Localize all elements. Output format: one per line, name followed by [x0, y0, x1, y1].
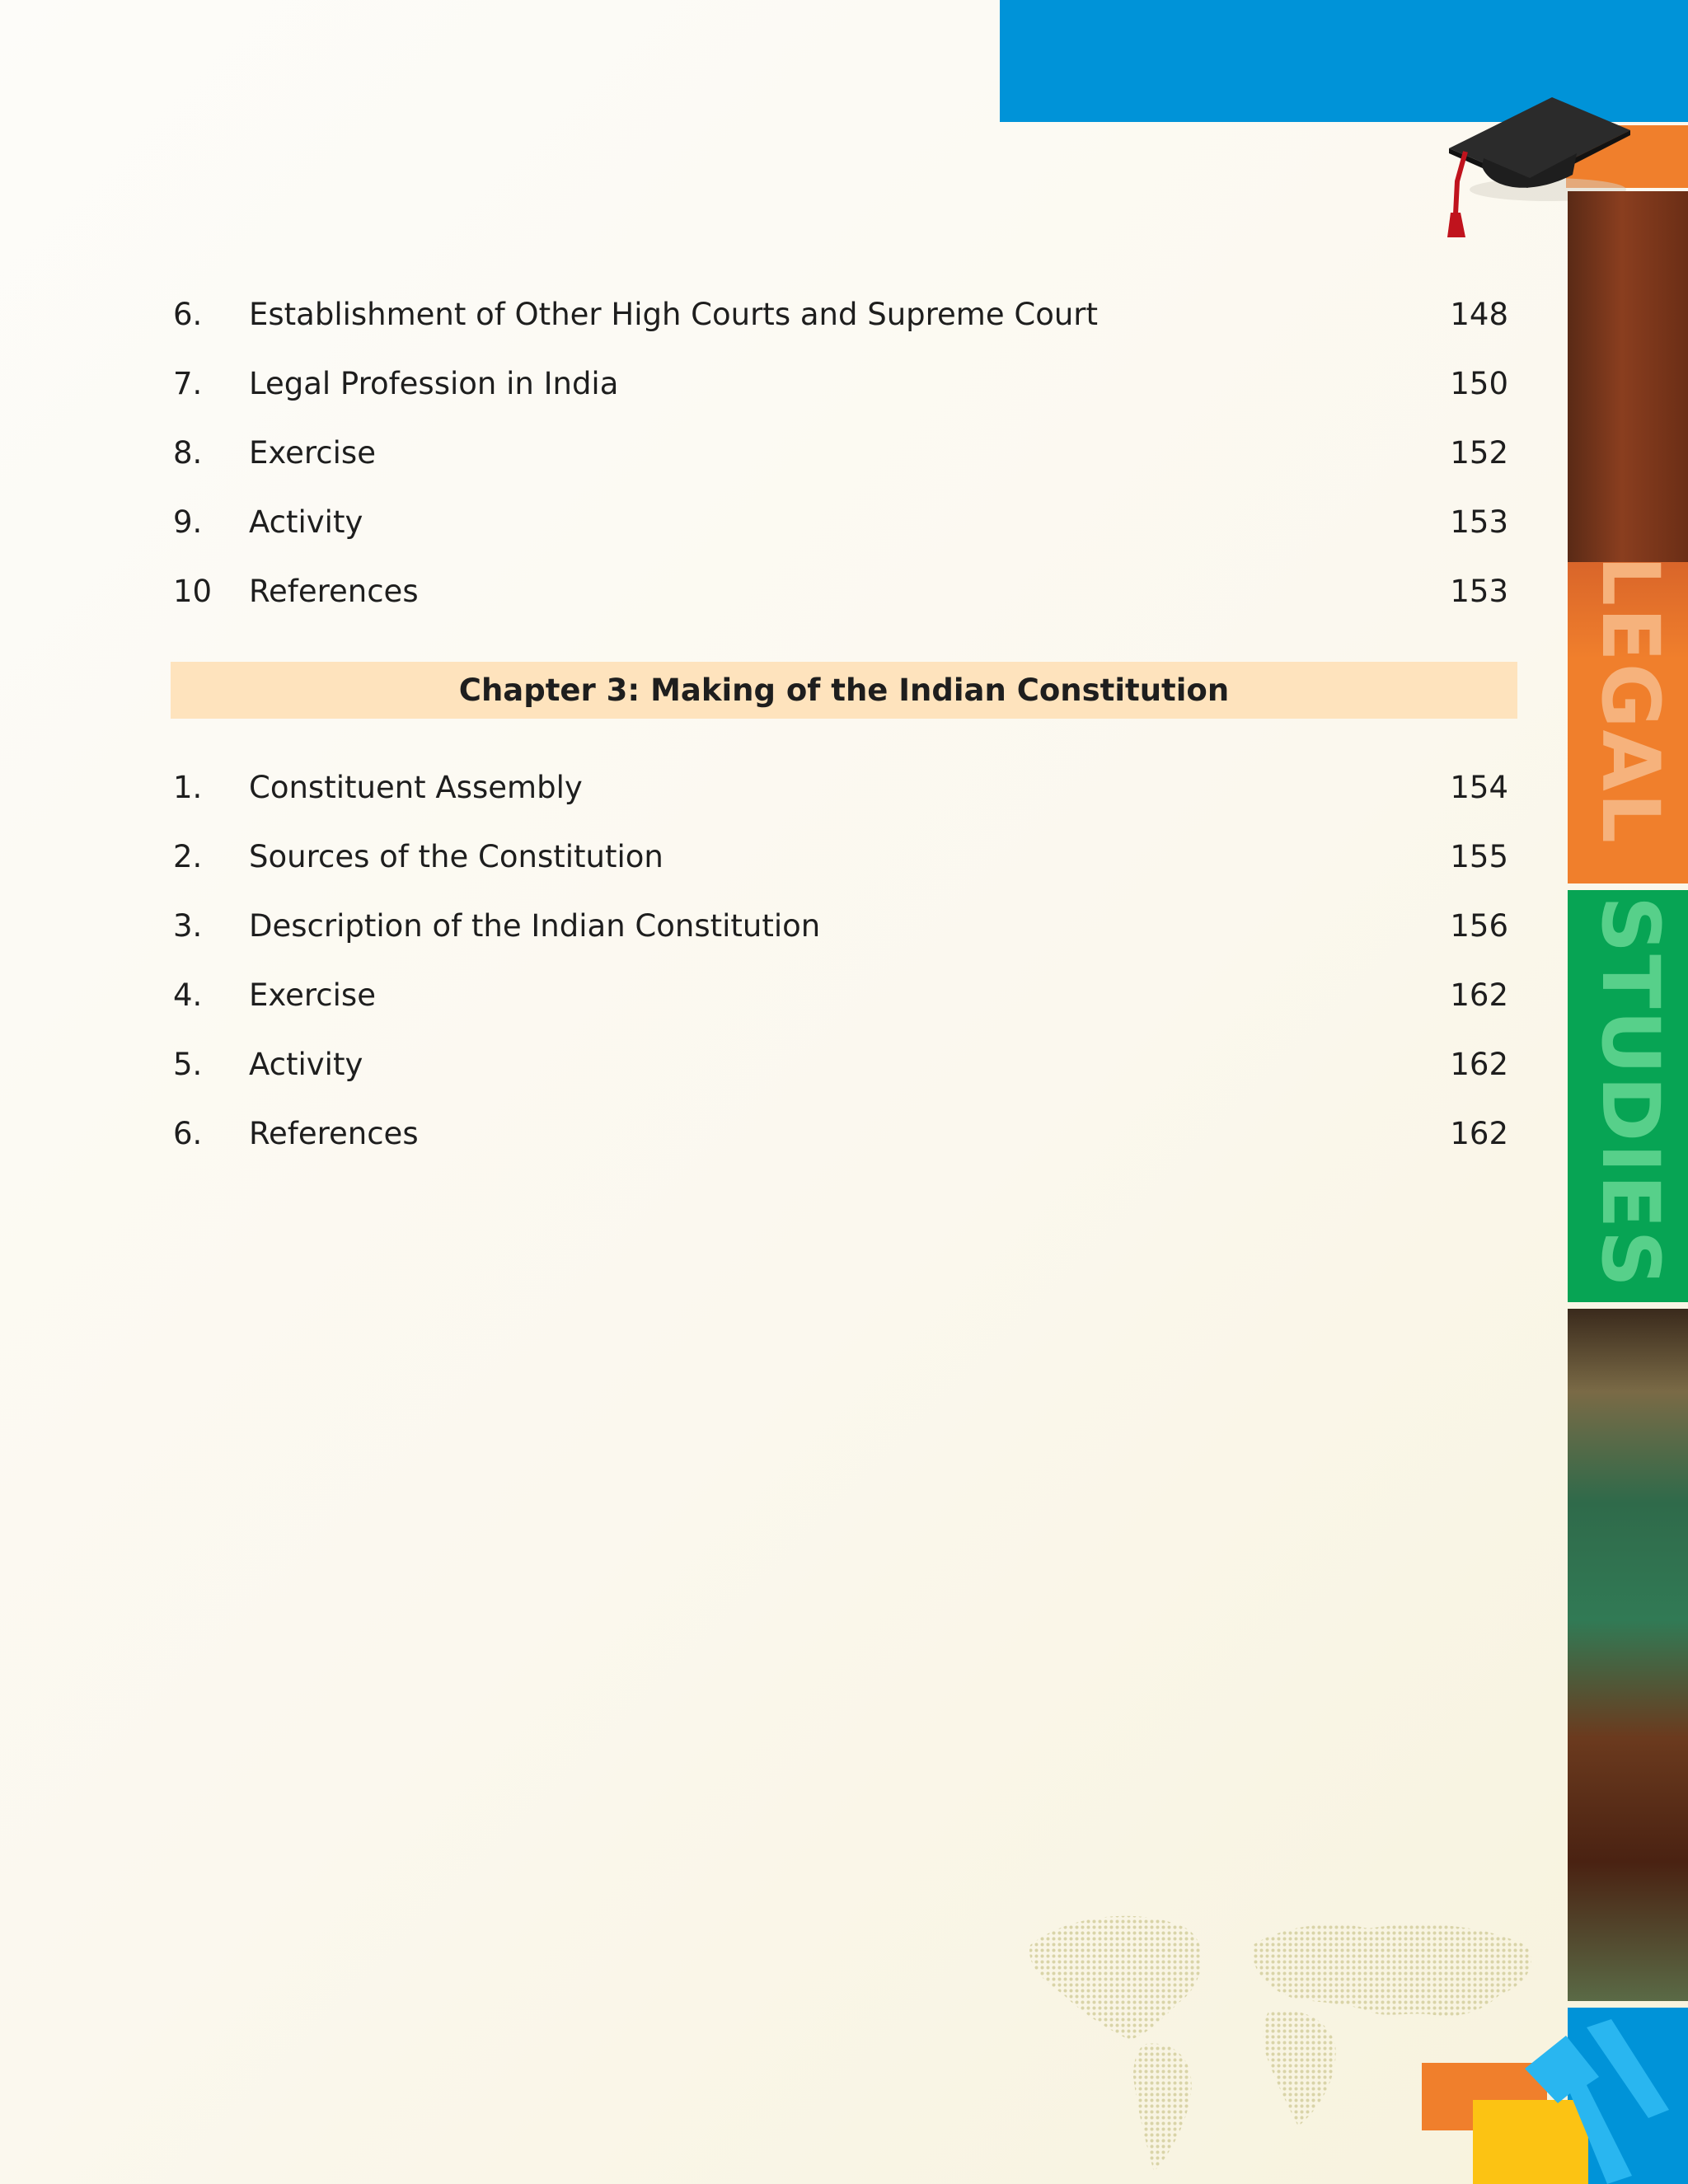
- toc-number: 6.: [173, 1116, 203, 1151]
- toc-number: 6.: [173, 297, 203, 332]
- toc-row: [173, 1040, 1508, 1090]
- arrow-logo-icon: [1508, 2011, 1673, 2184]
- side-strip: [1568, 191, 1688, 2184]
- toc-number: 5.: [173, 1047, 203, 1082]
- toc-page-number: 150: [1450, 366, 1508, 401]
- toc-page-number: 153: [1450, 574, 1508, 609]
- toc-page-number: 162: [1450, 977, 1508, 1013]
- toc-row: [173, 290, 1508, 340]
- toc-title: References: [249, 1116, 419, 1151]
- toc-row: [173, 1109, 1508, 1159]
- toc-page-number: 162: [1450, 1116, 1508, 1151]
- toc-page-number: 153: [1450, 504, 1508, 540]
- toc-number: 2.: [173, 839, 203, 874]
- toc-number: 7.: [173, 366, 203, 401]
- toc-number: 10: [173, 574, 213, 609]
- toc-page-number: 148: [1450, 297, 1508, 332]
- toc-title: Legal Profession in India: [249, 366, 619, 401]
- toc-row: [173, 498, 1508, 547]
- chapter-heading: Chapter 3: Making of the Indian Constitution: [458, 673, 1230, 708]
- toc-number: 3.: [173, 908, 203, 944]
- toc-number: 8.: [173, 435, 203, 471]
- side-label-studies: STUDIES: [1584, 896, 1676, 1289]
- toc-title: Activity: [249, 504, 363, 540]
- toc-title: Activity: [249, 1047, 363, 1082]
- toc-title: References: [249, 574, 419, 609]
- toc-title: Sources of the Constitution: [249, 839, 663, 874]
- toc-number: 1.: [173, 770, 203, 805]
- toc-row: [173, 971, 1508, 1020]
- scales-gavel-photo: [1568, 1309, 1688, 2001]
- toc-page-number: 162: [1450, 1047, 1508, 1082]
- toc-title: Exercise: [249, 977, 376, 1013]
- toc-page-number: 156: [1450, 908, 1508, 944]
- toc-number: 9.: [173, 504, 203, 540]
- toc-row: [173, 832, 1508, 882]
- world-map-icon: [1022, 1896, 1550, 2176]
- toc-row: [173, 902, 1508, 951]
- toc-row: [173, 567, 1508, 616]
- toc-row: [173, 359, 1508, 409]
- toc-number: 4.: [173, 977, 203, 1013]
- chapter-heading-band: [171, 662, 1517, 719]
- side-label-legal: LEGAL: [1584, 555, 1676, 846]
- toc-title: Constituent Assembly: [249, 770, 583, 805]
- toc-title: Description of the Indian Constitution: [249, 908, 821, 944]
- toc-page-number: 154: [1450, 770, 1508, 805]
- toc-page-number: 152: [1450, 435, 1508, 471]
- toc-row: [173, 429, 1508, 478]
- toc-row: [173, 763, 1508, 813]
- toc-page-number: 155: [1450, 839, 1508, 874]
- toc-title: Exercise: [249, 435, 376, 471]
- toc-title: Establishment of Other High Courts and Supreme Court: [249, 297, 1099, 332]
